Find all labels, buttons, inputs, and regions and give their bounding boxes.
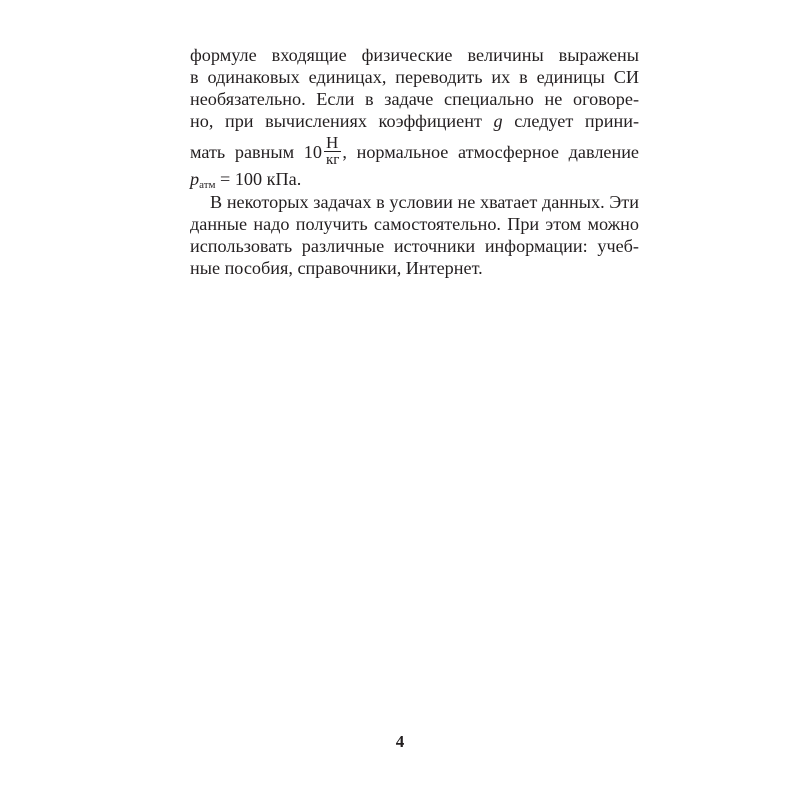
text-line: формуле входящие физические величины выражены — [190, 45, 639, 65]
text-line-with-fraction — [190, 135, 639, 169]
fraction-newton-per-kg — [324, 134, 341, 169]
subscript-atm: атм — [199, 179, 216, 191]
body-text — [190, 44, 639, 279]
text-line: использовать различные источники информации: учеб- — [190, 236, 639, 256]
text-line: необязательно. Если в задаче специально не оговоре- — [190, 89, 639, 109]
page-number: 4 — [395, 732, 405, 751]
text-line-pressure — [190, 168, 639, 190]
text-segment: но, при вычислениях коэффициент — [190, 111, 482, 131]
text-segment: , нормальное атмосферное давление — [342, 142, 640, 162]
text-line-with-g — [190, 110, 639, 132]
variable-p: p — [190, 169, 200, 189]
paragraph-2 — [190, 191, 639, 279]
text-segment: следует прини- — [514, 111, 640, 131]
variable-g: g — [493, 111, 503, 131]
text-line: данные надо получить самостоятельно. При этом можно — [190, 214, 639, 234]
text-line: в одинаковых единицах, переводить их в единицы СИ — [190, 67, 639, 87]
text-segment: = 100 кПа. — [215, 169, 302, 189]
text-line: ные пособия, справочники, Интернет. — [190, 258, 483, 278]
text-segment: мать равным 10 — [190, 142, 322, 162]
fraction-denominator: кг — [325, 152, 340, 169]
fraction-numerator: Н — [324, 134, 341, 152]
text-line: В некоторых задачах в условии не хватает данных. Эти — [210, 192, 639, 212]
paragraph-1 — [190, 44, 639, 190]
